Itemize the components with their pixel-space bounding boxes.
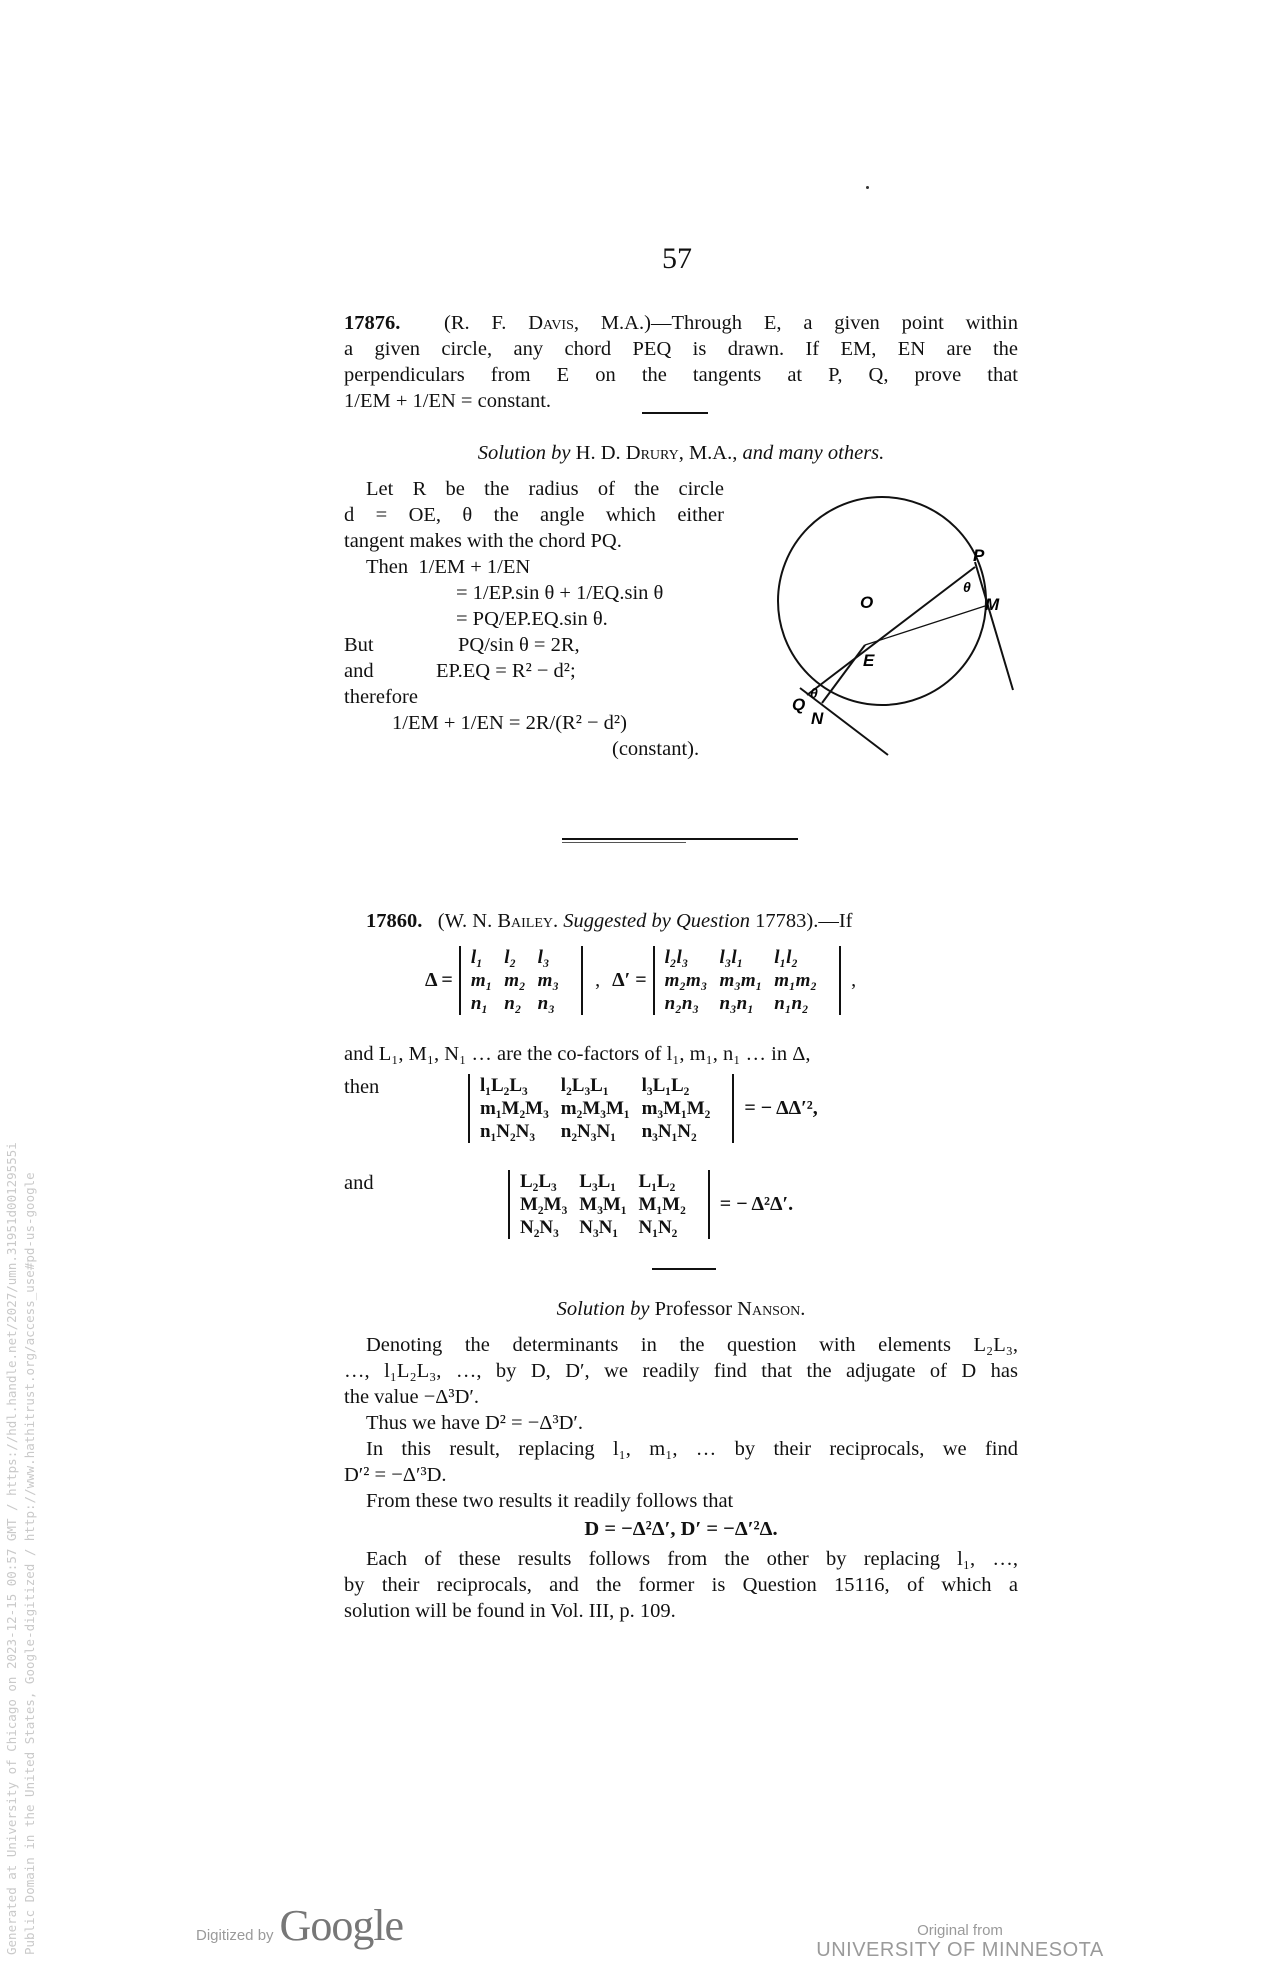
- but-label: But: [344, 634, 374, 656]
- determinant-2-row: [520, 1170, 698, 1193]
- question-17860: [344, 908, 1018, 934]
- speck: [866, 186, 869, 189]
- determinant-2-row: [520, 1193, 698, 1216]
- but-line: [344, 632, 724, 658]
- question-17876-line-1: [344, 310, 1018, 336]
- solution-line: d = OE, θ the angle which either: [344, 504, 724, 526]
- determinant-1-row: [480, 1097, 722, 1120]
- delta-cell: n₁: [470, 993, 489, 1014]
- author-sep: .: [553, 910, 564, 932]
- final-equation: 1/EM + 1/EN = 2R/(R² − d²): [392, 712, 627, 734]
- delta-prime-determinant: [653, 946, 841, 1015]
- determinant-1-row: [468, 1074, 818, 1143]
- delta-prime-row: [665, 969, 829, 992]
- delta-cell: l₃: [537, 947, 550, 968]
- paragraph-line: by their reciprocals, and the former is Question 15116, of which a: [344, 1574, 1018, 1596]
- segment-EM: [865, 606, 985, 645]
- solution-by: Solution by: [556, 1298, 650, 1320]
- and-label: and: [344, 1172, 374, 1194]
- and-expr: EP.EQ = R² − d²;: [436, 660, 576, 682]
- circle: [778, 497, 986, 705]
- google-logo: Google: [279, 1901, 404, 1950]
- paragraph-line: the value −Δ³D′.: [344, 1386, 479, 1408]
- determinant-2-result: = − Δ²Δ′.: [719, 1193, 794, 1215]
- delta-label: Δ =: [425, 969, 453, 991]
- suggested-by: Suggested by Question: [563, 910, 751, 932]
- delta-cell: n₂: [504, 993, 522, 1014]
- digitized-by-google: [196, 1900, 403, 1951]
- solution-author: Nanson: [737, 1298, 801, 1320]
- solution-author-title: Professor: [649, 1298, 738, 1320]
- label-M: M: [985, 595, 1000, 614]
- determinant-2-cell: M₃M₁: [579, 1194, 627, 1215]
- question-17860-line-1: [344, 908, 1018, 934]
- section-separator-shadow: [562, 842, 686, 843]
- solution-body: [344, 476, 724, 762]
- solution-author-degree: , M.A.,: [678, 442, 743, 464]
- determinant-1-cell: l₃L₁L₂: [641, 1075, 690, 1096]
- determinant-2-cell: N₂N₃: [520, 1217, 559, 1238]
- delta-prime-cell: m₃m₁: [719, 970, 763, 991]
- determinant-1-cell: n₃N₁N₂: [641, 1121, 697, 1142]
- section-separator: [562, 838, 798, 840]
- determinant-1-cell: l₁L₂L₃: [480, 1075, 528, 1096]
- digitized-by-label: Digitized by: [196, 1927, 274, 1944]
- solution-2-body: [344, 1332, 1018, 1624]
- author-name: Bailey: [497, 910, 554, 932]
- delta-prime-cell: n₂n₃: [664, 993, 700, 1014]
- then-expr: 1/EM + 1/EN: [418, 556, 531, 578]
- delta-row: [471, 969, 571, 992]
- suggested-number: 17783).: [750, 910, 819, 932]
- question-17876: [344, 310, 1018, 414]
- paragraph-line: Denoting the determinants in the question with elements L₂L₃,: [366, 1334, 1018, 1356]
- delta-row: [471, 946, 571, 969]
- determinant-1-result: = − ΔΔ′²,: [744, 1097, 818, 1119]
- question-text: —Through E, a given point within: [650, 312, 1018, 334]
- delta-cell: n₃: [537, 993, 555, 1014]
- solution-line: tangent makes with the chord PQ.: [344, 530, 622, 552]
- and-label: and: [344, 660, 374, 682]
- question-text: perpendiculars from E on the tangents at P, Q, prove that: [344, 364, 1018, 386]
- chord-PQ: [807, 567, 975, 695]
- question-number: 17860.: [366, 910, 423, 932]
- tangent-at-P: [975, 562, 1013, 690]
- determinant-2-cell: M₂M₃: [520, 1194, 568, 1215]
- original-from: [810, 1922, 1110, 1962]
- delta-prime-row: [665, 992, 829, 1015]
- page-number: 57: [662, 242, 692, 275]
- determinant-2-row: [508, 1170, 793, 1239]
- segment-EN: [822, 645, 865, 703]
- and-line: [344, 658, 724, 684]
- delta-prime-label: Δ′ =: [612, 969, 647, 991]
- solution-author-initials: H. D.: [570, 442, 626, 464]
- but-expr: PQ/sin θ = 2R,: [458, 634, 580, 656]
- determinant-2-cell: L₃L₁: [579, 1171, 617, 1192]
- then-label: then: [344, 1076, 380, 1098]
- determinant-1-cell: m₂M₃M₁: [560, 1098, 630, 1119]
- delta-determinant: [459, 946, 583, 1015]
- delta-definitions: [425, 946, 856, 1015]
- paragraph-line: Thus we have D² = −Δ³D′.: [366, 1412, 584, 1434]
- paragraph-line: …, l₁L₂L₃, …, by D, D′, we readily find that the adjugate of D has: [344, 1360, 1018, 1382]
- therefore-label: therefore: [344, 686, 418, 708]
- solution-heading: [344, 440, 1018, 466]
- determinant-2-cell: N₁N₂: [638, 1217, 678, 1238]
- label-Q: Q: [792, 695, 806, 714]
- author-name: Davis: [528, 312, 574, 334]
- delta-prime-cell: l₃l₁: [719, 947, 744, 968]
- delta-cell: m₁: [470, 970, 493, 991]
- delta-prime-cell: n₃n₁: [719, 993, 754, 1014]
- delta-prime-cell: l₂l₃: [664, 947, 689, 968]
- determinant-2-cell: L₁L₂: [638, 1171, 676, 1192]
- determinant-2-cell: M₁M₂: [638, 1194, 686, 1215]
- then-label: Then: [366, 556, 409, 578]
- determinant-1-row: [480, 1120, 722, 1143]
- university-name: UNIVERSITY OF MINNESOTA: [816, 1939, 1104, 1961]
- determinant-2-row: [520, 1216, 698, 1239]
- determinant-1-row: [480, 1074, 722, 1097]
- delta-cell: m₂: [504, 970, 526, 991]
- delta-prime-cell: m₁m₂: [774, 970, 818, 991]
- equation-1: = 1/EP.sin θ + 1/EQ.sin θ: [456, 582, 664, 604]
- label-E: E: [863, 651, 875, 670]
- result-equation: D = −Δ²Δ′, D′ = −Δ′²Δ.: [584, 1518, 778, 1540]
- question-number: 17876.: [344, 312, 401, 334]
- final-note: (constant).: [612, 738, 700, 760]
- determinant-2-cell: N₃N₁: [579, 1217, 619, 1238]
- label-theta-Q: θ: [810, 685, 818, 701]
- divider-rule: [652, 1268, 716, 1270]
- solution-heading-2: [344, 1296, 1018, 1322]
- delta-cell: m₃: [537, 970, 560, 991]
- solution-author-end: .: [800, 1298, 806, 1320]
- equation-2: = PQ/EP.EQ.sin θ.: [456, 608, 608, 630]
- watermark-line-1: Generated at University of Chicago on 2023-12-15 00:57 GMT / https://hdl.handle.net/2027/umn.31951d00129555i: [4, 1142, 19, 1955]
- delta-row: [471, 992, 571, 1015]
- solution-others: and many others.: [742, 442, 885, 464]
- author-close: , M.A.): [573, 312, 651, 334]
- label-N: N: [811, 709, 824, 728]
- determinant-2: [508, 1170, 710, 1239]
- delta-cell: l₁: [470, 947, 483, 968]
- paragraph-line: D′² = −Δ′³D.: [344, 1464, 447, 1486]
- original-from-label: Original from: [917, 1922, 1003, 1939]
- comma: ,: [595, 969, 601, 991]
- label-O: O: [860, 593, 874, 612]
- delta-prime-cell: l₁l₂: [774, 947, 799, 968]
- watermark-line-2: Public Domain in the United States, Google-digitized / http://www.hathitrust.org/access_use#pd-us-google: [22, 1172, 37, 1955]
- determinant-1: [468, 1074, 734, 1143]
- delta-prime-cell: m₂m₃: [664, 970, 708, 991]
- determinant-1-cell: l₂L₃L₁: [560, 1075, 609, 1096]
- question-text: 1/EM + 1/EN = constant.: [344, 390, 552, 412]
- determinant-1-cell: m₁M₂M₃: [480, 1098, 549, 1119]
- label-theta-P: θ: [963, 579, 971, 595]
- determinant-1-cell: n₁N₂N₃: [480, 1121, 536, 1142]
- determinant-1-cell: n₂N₃N₁: [560, 1121, 616, 1142]
- determinant-1-cell: m₃M₁M₂: [641, 1098, 711, 1119]
- paragraph-line: From these two results it readily follows that: [366, 1490, 734, 1512]
- cofactor-line: and L₁, M₁, N₁ … are the co-factors of l₁, m₁, n₁ … in Δ,: [344, 1043, 811, 1065]
- divider-rule: [642, 412, 708, 414]
- paragraph-line: solution will be found in Vol. III, p. 109.: [344, 1600, 676, 1622]
- author-open: (W. N.: [437, 910, 498, 932]
- label-P: P: [973, 546, 985, 565]
- then-line: [344, 554, 724, 580]
- geometry-diagram: [730, 470, 1030, 770]
- question-text: a given circle, any chord PEQ is drawn. If EM, EN are the: [344, 338, 1018, 360]
- solution-author: Drury: [625, 442, 679, 464]
- solution-line: Let R be the radius of the circle: [366, 478, 724, 500]
- paragraph-line: In this result, replacing l₁, m₁, … by their reciprocals, we find: [366, 1438, 1018, 1460]
- delta-prime-row: [665, 946, 829, 969]
- delta-prime-cell: n₁n₂: [774, 993, 809, 1014]
- determinant-2-cell: L₂L₃: [520, 1171, 557, 1192]
- author-open: (R. F.: [444, 312, 529, 334]
- if-text: —If: [818, 910, 853, 932]
- delta-cell: l₂: [504, 947, 517, 968]
- solution-by: Solution by: [477, 442, 571, 464]
- comma: ,: [851, 969, 857, 991]
- paragraph-line: Each of these results follows from the other by replacing l₁, …,: [366, 1548, 1018, 1570]
